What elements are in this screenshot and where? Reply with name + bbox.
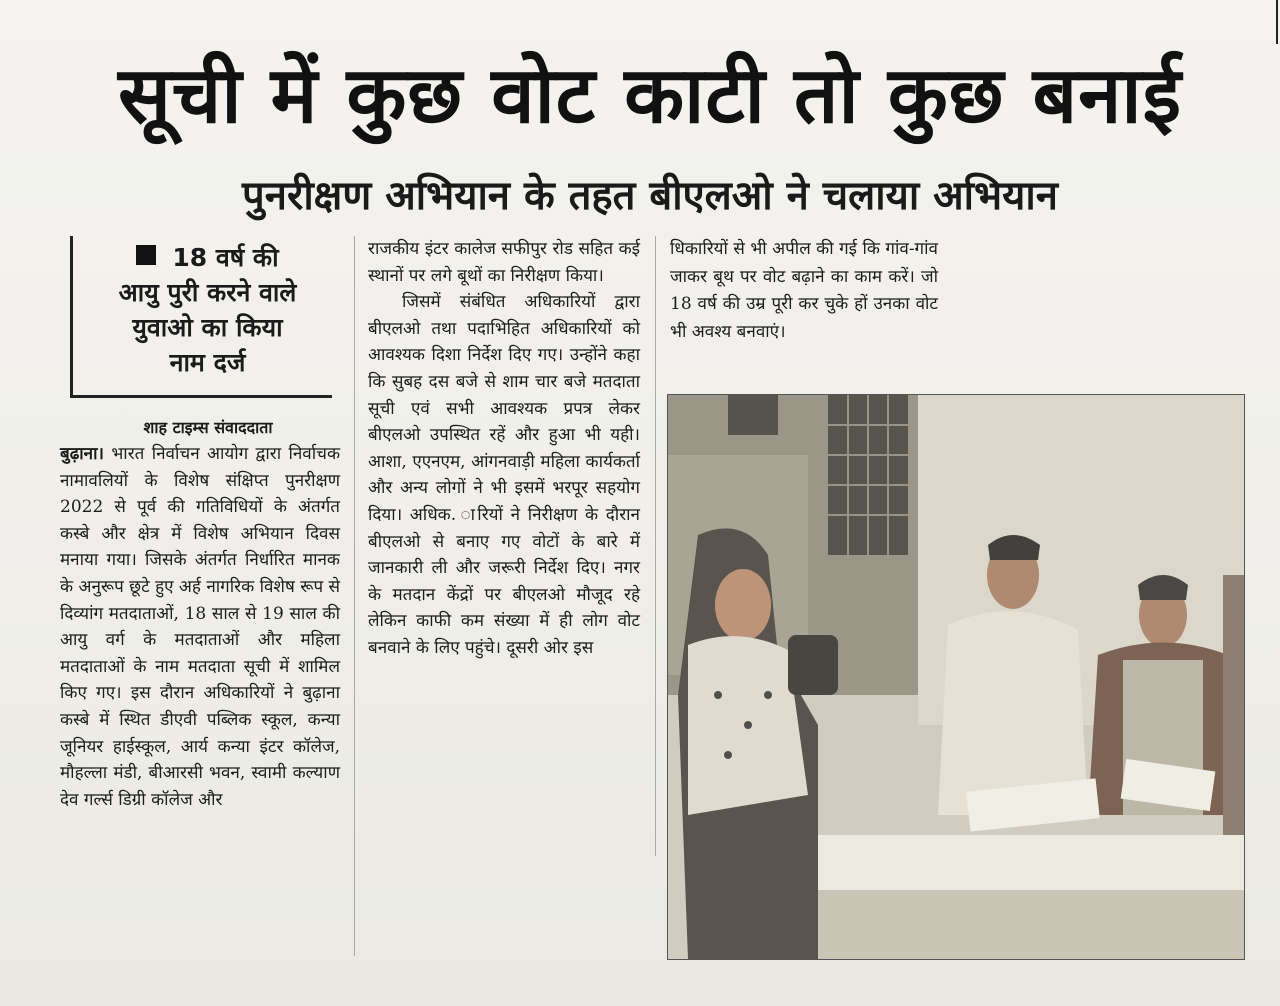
column-3-text: धिकारियों से भी अपील की गई कि गांव-गांव जाकर बूथ पर वोट बढ़ाने का काम करें। जो 18 वर्ष की उम्र पूरी कर चुके हों उनका वोट भी अवश्य बनवाएं। (670, 239, 938, 342)
teaser-box (70, 236, 332, 398)
byline: शाह टाइम्स संवाददाता (143, 418, 273, 437)
subheadline: पुनरीक्षण अभियान के तहत बीएलओ ने चलाया अभियान (242, 173, 1058, 219)
column-divider (354, 236, 355, 956)
teaser-line (87, 240, 328, 275)
news-photo (667, 394, 1245, 960)
headline: सूची में कुछ वोट काटी तो कुछ बनाई (118, 51, 1182, 141)
teaser-line-1: 18 वर्ष की (172, 243, 279, 272)
photo-illustration (668, 395, 1244, 959)
column-divider (655, 236, 656, 856)
column-2-paragraph-2: जिसमें संबंधित अधिकारियों द्वारा बीएलओ तथा पदाभिहित अधिकारियों को आवश्यक दिशा निर्देश दिए गए। उन्होंने कहा कि सुबह दस बजे से शाम चार बजे मतदाता सूची एवं सभी आवश्यक प्रपत्र लेकर बीएलओ उपस्थित रहें और हुआ भी यही। आशा, एएनएम, आंगनवाड़ी महिला कार्यकर्ता और अन्य लोगों ने भी इसमें भरपूर सहयोग दिया। अधिक. ारियों ने निरीक्षण के दौरान बीएलओ से बनाए गए वोटों के बारे में जानकारी ली और जरूरी निर्देश दिए। नगर के मतदान केंद्रों पर बीएलओ मौजूद रहे लेकिन काफी कम संख्या में ही लोग वोट बनवाने के लिए पहुंचे। दूसरी ओर इस (368, 292, 640, 658)
article-column-3 (670, 236, 938, 346)
column-1-text: भारत निर्वाचन आयोग द्वारा निर्वाचक नामावलियों के विशेष संक्षिप्त पुनरीक्षण 2022 से पूर्व की गतिविधियों के अंतर्गत कस्बे और क्षेत्र में विशेष अभियान दिवस मनाया गया। जिसके अंतर्गत निर्धारित मानक के अनुरूप छूटे हुए अर्ह नागरिक विशेष रूप से दिव्यांग मतदाताओं, 18 साल से 19 साल की आयु वर्ग के मतदाताओं और महिला मतदाताओं के नाम मतदाता सूची में शामिल किए गए। इस दौरान अधिकारियों ने बुढ़ाना कस्बे में स्थित डीएवी पब्लिक स्कूल, कन्या जूनियर हाईस्कूल, आर्य कन्या इंटर कॉलेज, मौहल्ला मंडी, बीआरसी भवन, स्वामी कल्याण देव गर्ल्स डिग्री कॉलेज और (60, 444, 341, 810)
bullet-square-icon (136, 245, 156, 265)
dateline-place: बुढ़ाना। (60, 444, 104, 464)
article-column-2 (368, 236, 640, 662)
teaser-line-3: युवाओ का किया (132, 313, 283, 342)
column-2-paragraph-1: राजकीय इंटर कालेज सफीपुर रोड सहित कई स्थानों पर लगे बूथों का निरीक्षण किया। (368, 239, 640, 286)
page-edge-mark (1276, 0, 1278, 44)
teaser-line-2: आयु पुरी करने वाले (118, 278, 297, 307)
article-column-1 (60, 441, 340, 813)
teaser-line-4: नाम दर्ज (169, 348, 246, 377)
